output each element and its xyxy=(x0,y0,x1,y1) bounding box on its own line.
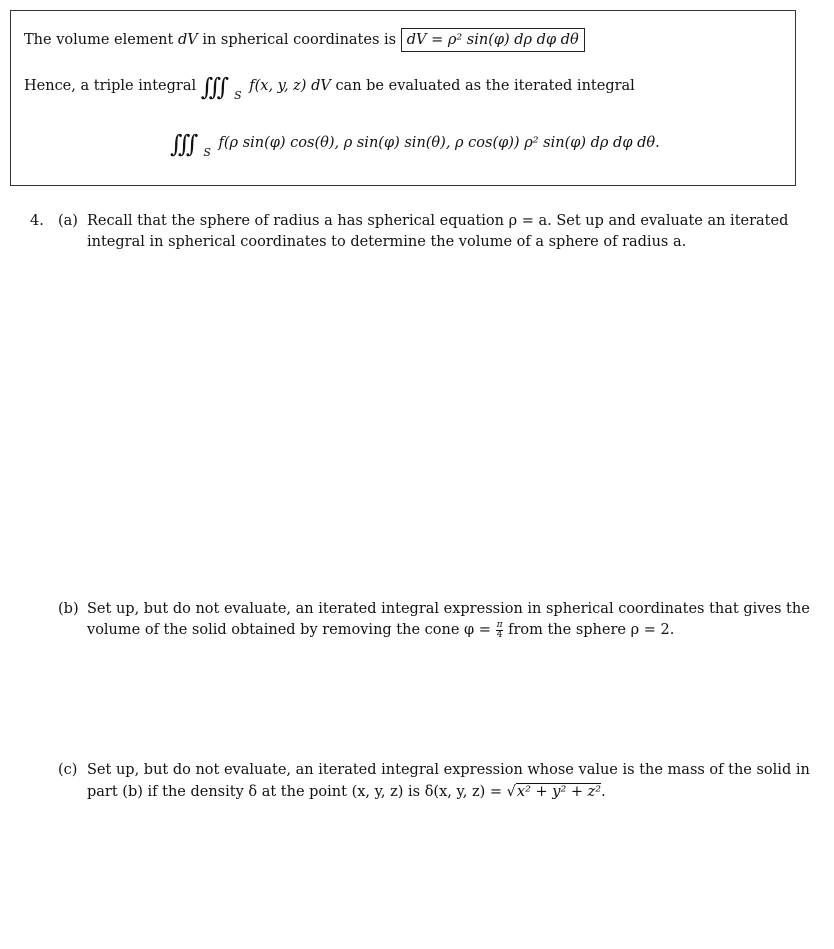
iterated-integral-symbol: ∭ xyxy=(170,130,192,158)
part-a-label: (a) xyxy=(58,213,78,229)
part-c-line2 xyxy=(87,782,606,803)
fraction-numerator: π xyxy=(496,619,503,630)
pi-over-four-fraction xyxy=(496,621,504,640)
iterated-integral-line xyxy=(170,127,660,162)
triple-integral-symbol: ∭ xyxy=(200,73,223,101)
boxed-volume-formula: dV = ρ² sin(φ) dρ dφ dθ xyxy=(401,28,585,52)
sqrt-symbol: √ xyxy=(506,784,516,800)
fraction-denominator: 4 xyxy=(496,629,503,640)
volume-element-tail: in spherical coordinates is xyxy=(202,32,397,48)
integrand-f: f(x, y, z) dV xyxy=(249,78,331,94)
part-c-line2-pre: part (b) if the density δ at the point (x, y, z) is δ(x, y, z) = xyxy=(87,784,503,800)
dv-variable: dV xyxy=(177,32,198,48)
part-c-line1: Set up, but do not evaluate, an iterated integral expression whose value is the mass of the solid in xyxy=(87,762,810,778)
triple-integral-tail: can be evaluated as the iterated integral xyxy=(335,78,635,94)
iterated-region-subscript: S xyxy=(203,146,211,159)
part-c-label: (c) xyxy=(58,762,78,778)
sqrt-radicand: x² + y² + z² xyxy=(516,784,602,800)
part-b-line2-post: from the sphere ρ = 2. xyxy=(508,622,675,638)
part-b-line2 xyxy=(87,620,674,641)
triple-integral-line xyxy=(24,70,635,105)
triple-integral-text: Hence, a triple integral xyxy=(24,78,197,94)
part-b-line2-pre: volume of the solid obtained by removing the cone φ = xyxy=(87,622,491,638)
part-b-label: (b) xyxy=(58,601,79,617)
part-c-line2-post: . xyxy=(601,784,606,800)
part-b-line1: Set up, but do not evaluate, an iterated integral expression in spherical coordinates that gives the xyxy=(87,601,810,617)
region-subscript: S xyxy=(234,89,242,102)
iterated-integrand: f(ρ sin(φ) cos(θ), ρ sin(φ) sin(θ), ρ cos(φ)) ρ² sin(φ) dρ dφ dθ. xyxy=(218,135,660,151)
volume-element-text: The volume element xyxy=(24,32,174,48)
volume-element-line xyxy=(24,28,585,52)
part-a-line1: Recall that the sphere of radius a has spherical equation ρ = a. Set up and evaluate an iterated xyxy=(87,213,789,229)
problem-number: 4. xyxy=(30,213,44,229)
part-a-line2: integral in spherical coordinates to determine the volume of a sphere of radius a. xyxy=(87,234,687,250)
